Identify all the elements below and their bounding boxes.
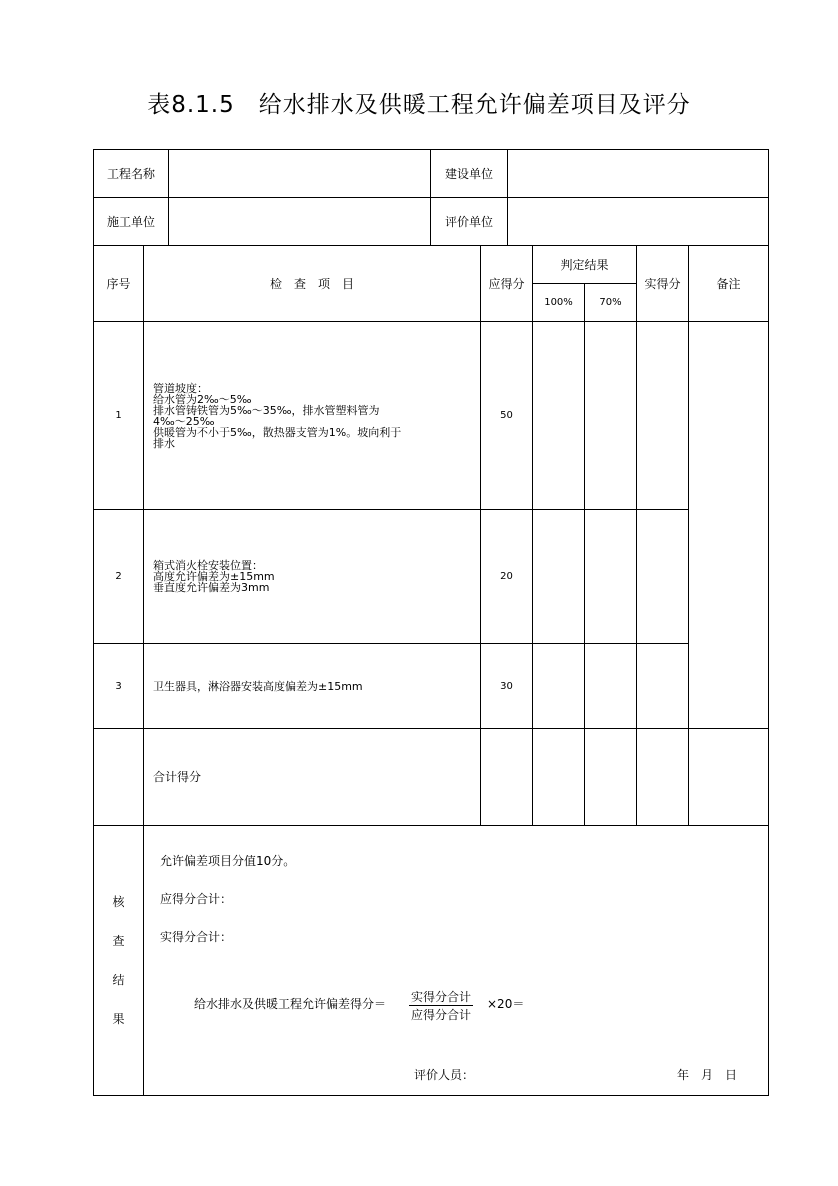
header-due: 应得分 — [481, 246, 533, 322]
allowance-note: 允许偏差项目分值10分。 — [160, 854, 296, 868]
constructor-label: 施工单位 — [94, 198, 169, 246]
cell-actual[interactable] — [637, 644, 689, 729]
header-actual: 实得分 — [637, 246, 689, 322]
total-100[interactable] — [533, 729, 585, 826]
row-no: 3 — [94, 644, 144, 729]
item-line: 垂直度允许偏差为3mm — [153, 581, 270, 594]
item-line: 排水管铸铁管为5‰～35‰，排水管塑料管为 — [153, 403, 380, 417]
item-line: 管道坡度： — [153, 381, 208, 395]
due-total-label: 应得分合计： — [160, 892, 233, 906]
cell-actual[interactable] — [637, 322, 689, 510]
header-100: 100% — [533, 284, 585, 322]
total-remark[interactable] — [689, 729, 769, 826]
cell-70[interactable] — [585, 510, 637, 644]
project-info-table — [93, 149, 769, 246]
item-line: 卫生器具，淋浴器安装高度偏差为±15mm — [153, 679, 363, 693]
date-label: 年 月 日 — [677, 1068, 738, 1082]
table-row — [94, 322, 769, 510]
row-score: 20 — [481, 510, 533, 644]
header-judgement: 判定结果 — [533, 246, 637, 284]
evaluator-unit-label: 评价单位 — [431, 198, 508, 246]
item-line: 供暖管为不小于5‰，散热器支管为1%。坡向利于 — [153, 425, 402, 439]
row-item — [144, 644, 481, 729]
label-char: 查 — [112, 933, 125, 948]
row-score: 30 — [481, 644, 533, 729]
header-item: 检 查 项 目 — [144, 246, 481, 322]
row-no: 1 — [94, 322, 144, 510]
item-line: 4‰～25‰ — [153, 414, 215, 428]
builder-field[interactable] — [508, 150, 769, 198]
check-result-row — [94, 826, 769, 1096]
total-due[interactable] — [481, 729, 533, 826]
row-item — [144, 510, 481, 644]
score-table — [93, 245, 769, 1096]
item-line: 排水 — [153, 436, 175, 450]
item-line: 高度允许偏差为±15mm — [153, 570, 275, 583]
actual-total-label: 实得分合计： — [160, 930, 233, 944]
check-result-label — [94, 826, 144, 1096]
table-row — [94, 644, 769, 729]
item-line: 箱式消火栓安装位置： — [153, 559, 263, 572]
evaluator-label: 评价人员： — [414, 1068, 475, 1082]
total-70[interactable] — [585, 729, 637, 826]
label-char: 果 — [112, 1011, 125, 1026]
header-remark: 备注 — [689, 246, 769, 322]
formula-denominator: 应得分合计 — [411, 1008, 472, 1022]
project-name-field[interactable] — [169, 150, 431, 198]
page-title: 表8.1.5 给水排水及供暖工程允许偏差项目及评分 — [147, 92, 691, 118]
total-label: 合计得分 — [144, 729, 481, 826]
cell-70[interactable] — [585, 644, 637, 729]
check-result-content — [144, 826, 769, 1096]
constructor-field[interactable] — [169, 198, 431, 246]
cell-100[interactable] — [533, 644, 585, 729]
cell-100[interactable] — [533, 322, 585, 510]
formula-suffix: ×20＝ — [487, 997, 525, 1011]
formula-numerator: 实得分合计 — [411, 990, 472, 1004]
total-actual[interactable] — [637, 729, 689, 826]
row-item — [144, 322, 481, 510]
project-name-label: 工程名称 — [94, 150, 169, 198]
cell-100[interactable] — [533, 510, 585, 644]
cell-actual[interactable] — [637, 510, 689, 644]
evaluator-unit-field[interactable] — [508, 198, 769, 246]
cell-remark[interactable] — [689, 322, 769, 729]
label-char: 核 — [112, 894, 125, 909]
table-row — [94, 510, 769, 644]
cell-70[interactable] — [585, 322, 637, 510]
row-score: 50 — [481, 322, 533, 510]
formula-prefix: 给水排水及供暖工程允许偏差得分＝ — [194, 997, 387, 1011]
formula-fraction — [409, 988, 473, 1023]
header-70: 70% — [585, 284, 637, 322]
item-line: 给水管为2‰～5‰ — [153, 392, 252, 406]
row-no: 2 — [94, 510, 144, 644]
total-no — [94, 729, 144, 826]
builder-label: 建设单位 — [431, 150, 508, 198]
total-row — [94, 729, 769, 826]
label-char: 结 — [112, 972, 125, 987]
header-no: 序号 — [94, 246, 144, 322]
